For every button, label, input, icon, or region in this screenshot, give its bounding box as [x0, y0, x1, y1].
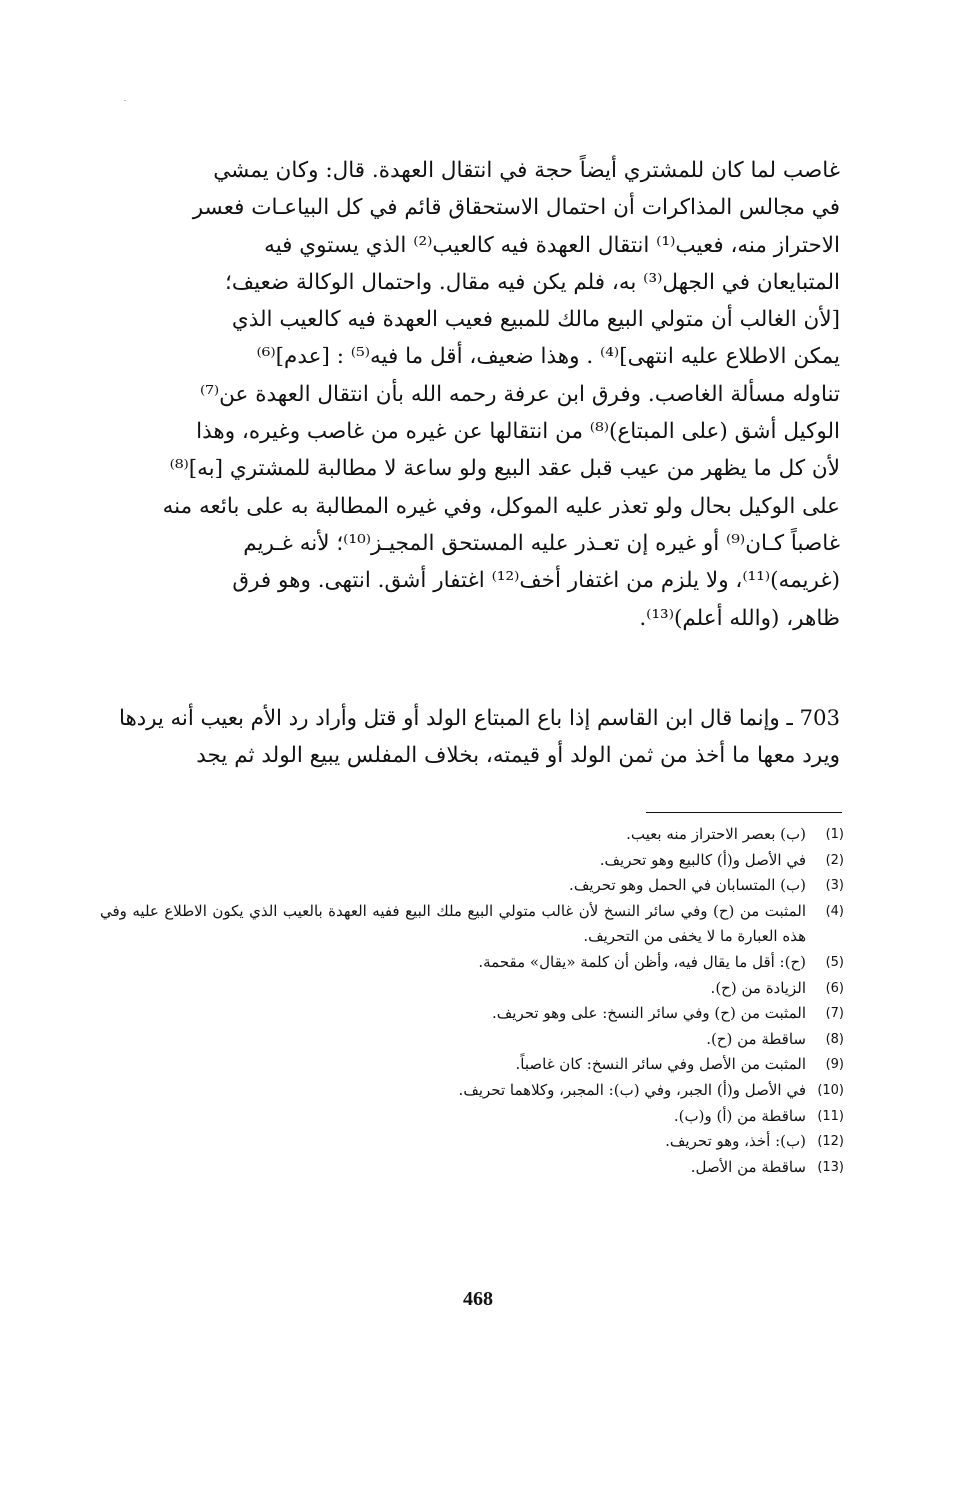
page-number: 468 [463, 1288, 493, 1310]
text-line: المتبايعان في الجهل⁽³⁾ به، فلم يكن فيه مقال. واحتمال الوكالة ضعيف؛ [224, 269, 840, 295]
text-line: لأن كل ما يظهر من عيب قبل عقد البيع ولو ساعة لا مطالبة للمشتري [به]⁽⁸⁾ [169, 456, 840, 482]
footnote-item [100, 950, 844, 976]
footnote-item [100, 1129, 844, 1155]
footnote-number: (8) [825, 1031, 844, 1047]
footnote-number: (2) [825, 852, 844, 868]
footnote-item [100, 976, 844, 1002]
footnote-text: في الأصل و(أ) كالبيع وهو تحريف. [599, 850, 806, 869]
footnote-number: (7) [825, 1006, 844, 1022]
footnote-text: (ح): أقل ما يقال فيه، وأظن أن كلمة «يقال» مقحمة. [478, 952, 806, 971]
footnote-text: (ب) بعصر الاحتراز منه بعيب. [626, 825, 806, 843]
text-line: [لأن الغالب أن متولي البيع مالك للمبيع فعيب العهدة فيه كالعيب الذي [231, 307, 840, 333]
text-line: على الوكيل بحال ولو تعذر عليه الموكل، وفي غيره المطالبة به على بائعه منه [162, 493, 840, 519]
main-text [116, 152, 840, 637]
footnote-item [100, 873, 844, 899]
footnote-number: (5) [825, 954, 844, 970]
text-line: الوكيل أشق (على المبتاع)⁽⁸⁾ من انتقالها عن غيره من غاصب وغيره، وهذا [196, 419, 840, 445]
footnote-text: ساقطة من الأصل. [690, 1157, 806, 1176]
footnote-text: المثبت من الأصل وفي سائر النسخ: كان غاصباً. [515, 1055, 806, 1074]
footnote-number: (9) [825, 1057, 844, 1073]
text-line: في مجالس المذاكرات أن احتمال الاستحقاق قائم في كل البياعـات فعسر [192, 195, 840, 221]
footnote-number: (1) [825, 827, 844, 842]
footnote-text: الزيادة من (ح). [710, 978, 806, 997]
text-line: ظاهر، (والله أعلم)⁽¹³⁾. [639, 605, 840, 631]
footnote-item [100, 822, 844, 848]
footnote-item [100, 1001, 844, 1027]
footnote-item [100, 899, 844, 950]
footnote-text: ساقطة من (ح). [706, 1029, 806, 1048]
text-line: الاحتراز منه، فعيب⁽¹⁾ انتقال العهدة فيه كالعيب⁽²⁾ الذي يستوي فيه [264, 232, 840, 258]
footnote-text: في الأصل و(أ) الجبر، وفي (ب): المجبر، وكلاهما تحريف. [458, 1080, 806, 1099]
footnote-number: (11) [817, 1108, 844, 1124]
text-line: ويرد معها ما أخذ من ثمن الولد أو قيمته، بخلاف المفلس يبيع الولد ثم يجد [196, 743, 840, 769]
text-line: غاصباً كـان⁽⁹⁾ أو غيره إن تعـذر عليه المستحق المجيـز⁽¹⁰⁾؛ لأنه غـريم [243, 530, 840, 556]
footnote-number: (12) [817, 1134, 844, 1150]
footnote-number: (10) [817, 1082, 844, 1098]
footnote-number: (4) [825, 903, 844, 919]
text-line: 703 ـ وإنما قال ابن القاسم إذا باع المبتاع الولد أو قتل وأراد رد الأم بعيب أنه يردها [118, 706, 840, 731]
text-line: تناوله مسألة الغاصب. وفرق ابن عرفة رحمه الله بأن انتقال العهدة عن⁽⁷⁾ [199, 381, 840, 407]
scan-speck [124, 100, 126, 101]
footnote-number: (13) [817, 1159, 844, 1175]
footnote-item [100, 1052, 844, 1078]
footnote-separator [646, 812, 842, 813]
paragraph-703 [116, 700, 840, 775]
footnotes-list [100, 822, 844, 1180]
footnote-text: (ب) المتسابان في الحمل وهو تحريف. [569, 876, 806, 895]
footnote-item [100, 1078, 844, 1104]
text-line: غاصب لما كان للمشتري أيضاً حجة في انتقال العهدة. قال: وكان يمشي [213, 158, 840, 183]
footnote-item [100, 1027, 844, 1053]
text-line: يمكن الاطلاع عليه انتهى]⁽⁴⁾ . وهذا ضعيف، أقل ما فيه⁽⁵⁾ : [عدم]⁽⁶⁾ [256, 344, 840, 370]
footnote-text: (ب): أخذ، وهو تحريف. [665, 1132, 806, 1151]
footnote-text: المثبت من (ح) وفي سائر النسخ لأن غالب متولي البيع ملك البيع ففيه العهدة بالعيب الذي يكون الاطلاع عليه وفي هذه العبارة ما لا يخفى من التحريف. [100, 901, 806, 946]
footnote-text: المثبت من (ح) وفي سائر النسخ: على وهو تحريف. [492, 1004, 806, 1023]
footnote-item [100, 848, 844, 874]
footnote-item [100, 1104, 844, 1130]
footnote-item [100, 1155, 844, 1181]
footnote-text: ساقطة من (أ) و(ب). [673, 1106, 806, 1125]
footnote-number: (3) [825, 878, 844, 894]
footnote-number: (6) [825, 980, 844, 996]
text-line: (غريمه)⁽¹¹⁾، ولا يلزم من اغتفار أخف⁽¹²⁾ اغتفار أشق. انتهى. وهو فرق [232, 568, 840, 594]
